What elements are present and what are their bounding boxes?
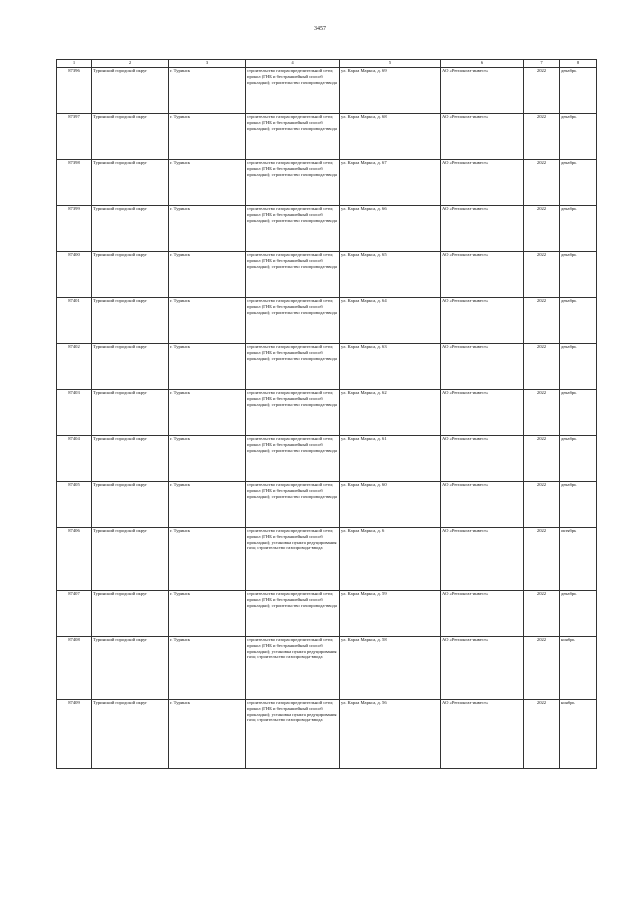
- row-number: 87397: [57, 114, 92, 160]
- row-number: 87400: [57, 252, 92, 298]
- district-cell: Туринский городской округ: [92, 637, 169, 700]
- row-number: 87405: [57, 482, 92, 528]
- address-cell: ул. Карла Маркса, д. 66: [340, 206, 441, 252]
- row-number: 87403: [57, 390, 92, 436]
- month-cell: декабрь: [560, 68, 597, 114]
- month-cell: ноябрь: [560, 700, 597, 769]
- month-cell: декабрь: [560, 114, 597, 160]
- row-number: 87404: [57, 436, 92, 482]
- gasification-schedule-table: [56, 59, 597, 769]
- month-cell: октябрь: [560, 528, 597, 591]
- organization-cell: АО «Регионгаз-инвест»: [441, 700, 524, 769]
- year-cell: 2022: [524, 390, 560, 436]
- month-cell: декабрь: [560, 252, 597, 298]
- district-cell: Туринский городской округ: [92, 390, 169, 436]
- column-header: 8: [560, 60, 597, 68]
- district-cell: Туринский городской округ: [92, 482, 169, 528]
- row-number: 87409: [57, 700, 92, 769]
- organization-cell: АО «Регионгаз-инвест»: [441, 591, 524, 637]
- row-number: 87407: [57, 591, 92, 637]
- year-cell: 2022: [524, 637, 560, 700]
- town-cell: г. Туринск: [169, 252, 246, 298]
- address-cell: ул. Карла Маркса, д. 68: [340, 114, 441, 160]
- town-cell: г. Туринск: [169, 700, 246, 769]
- column-header: 1: [57, 60, 92, 68]
- address-cell: ул. Карла Маркса, д. 63: [340, 344, 441, 390]
- address-cell: ул. Карла Маркса, д. 61: [340, 436, 441, 482]
- month-cell: декабрь: [560, 206, 597, 252]
- address-cell: ул. Карла Маркса, д. 64: [340, 298, 441, 344]
- table-row: [57, 591, 597, 637]
- organization-cell: АО «Регионгаз-инвест»: [441, 298, 524, 344]
- town-cell: г. Туринск: [169, 344, 246, 390]
- table-row: [57, 436, 597, 482]
- column-header: 5: [340, 60, 441, 68]
- town-cell: г. Туринск: [169, 637, 246, 700]
- row-number: 87408: [57, 637, 92, 700]
- year-cell: 2022: [524, 298, 560, 344]
- district-cell: Туринский городской округ: [92, 206, 169, 252]
- year-cell: 2022: [524, 114, 560, 160]
- column-number-row: [57, 60, 597, 68]
- work-description-cell: строительство газораспределительной сети; прокол (ГНБ и бестраншейный способ прокладки); строительство газопровода-ввода: [246, 298, 340, 344]
- town-cell: г. Туринск: [169, 298, 246, 344]
- town-cell: г. Туринск: [169, 206, 246, 252]
- row-number: 87398: [57, 160, 92, 206]
- work-description-cell: строительство газораспределительной сети; прокол (ГНБ и бестраншейный способ прокладки); строительство газопровода-ввода: [246, 591, 340, 637]
- work-description-cell: строительство газораспределительной сети; прокол (ГНБ и бестраншейный способ прокладки); установка пункта редуцирования газа; строительство газопровода-ввода: [246, 528, 340, 591]
- table-row: [57, 298, 597, 344]
- town-cell: г. Туринск: [169, 68, 246, 114]
- organization-cell: АО «Регионгаз-инвест»: [441, 528, 524, 591]
- address-cell: ул. Карла Маркса, д. 6: [340, 528, 441, 591]
- organization-cell: АО «Регионгаз-инвест»: [441, 206, 524, 252]
- table-row: [57, 252, 597, 298]
- year-cell: 2022: [524, 528, 560, 591]
- address-cell: ул. Карла Маркса, д. 65: [340, 252, 441, 298]
- year-cell: 2022: [524, 591, 560, 637]
- month-cell: декабрь: [560, 344, 597, 390]
- district-cell: Туринский городской округ: [92, 160, 169, 206]
- work-description-cell: строительство газораспределительной сети; прокол (ГНБ и бестраншейный способ прокладки); строительство газопровода-ввода: [246, 114, 340, 160]
- column-header: 7: [524, 60, 560, 68]
- work-description-cell: строительство газораспределительной сети; прокол (ГНБ и бестраншейный способ прокладки); строительство газопровода-ввода: [246, 390, 340, 436]
- work-description-cell: строительство газораспределительной сети; прокол (ГНБ и бестраншейный способ прокладки); строительство газопровода-ввода: [246, 68, 340, 114]
- organization-cell: АО «Регионгаз-инвест»: [441, 390, 524, 436]
- organization-cell: АО «Регионгаз-инвест»: [441, 252, 524, 298]
- address-cell: ул. Карла Маркса, д. 60: [340, 482, 441, 528]
- work-description-cell: строительство газораспределительной сети; прокол (ГНБ и бестраншейный способ прокладки); строительство газопровода-ввода: [246, 160, 340, 206]
- organization-cell: АО «Регионгаз-инвест»: [441, 114, 524, 160]
- town-cell: г. Туринск: [169, 160, 246, 206]
- town-cell: г. Туринск: [169, 436, 246, 482]
- year-cell: 2022: [524, 206, 560, 252]
- row-number: 87402: [57, 344, 92, 390]
- address-cell: ул. Карла Маркса, д. 58: [340, 637, 441, 700]
- district-cell: Туринский городской округ: [92, 436, 169, 482]
- organization-cell: АО «Регионгаз-инвест»: [441, 344, 524, 390]
- organization-cell: АО «Регионгаз-инвест»: [441, 637, 524, 700]
- address-cell: ул. Карла Маркса, д. 59: [340, 591, 441, 637]
- year-cell: 2022: [524, 252, 560, 298]
- address-cell: ул. Карла Маркса, д. 67: [340, 160, 441, 206]
- table-row: [57, 206, 597, 252]
- column-header: 4: [246, 60, 340, 68]
- organization-cell: АО «Регионгаз-инвест»: [441, 160, 524, 206]
- month-cell: декабрь: [560, 390, 597, 436]
- district-cell: Туринский городской округ: [92, 252, 169, 298]
- district-cell: Туринский городской округ: [92, 68, 169, 114]
- month-cell: декабрь: [560, 298, 597, 344]
- table-row: [57, 528, 597, 591]
- year-cell: 2022: [524, 482, 560, 528]
- organization-cell: АО «Регионгаз-инвест»: [441, 68, 524, 114]
- address-cell: ул. Карла Маркса, д. 62: [340, 390, 441, 436]
- organization-cell: АО «Регионгаз-инвест»: [441, 482, 524, 528]
- organization-cell: АО «Регионгаз-инвест»: [441, 436, 524, 482]
- table-row: [57, 482, 597, 528]
- town-cell: г. Туринск: [169, 114, 246, 160]
- row-number: 87396: [57, 68, 92, 114]
- address-cell: ул. Карла Маркса, д. 69: [340, 68, 441, 114]
- work-description-cell: строительство газораспределительной сети; прокол (ГНБ и бестраншейный способ прокладки); установка пункта редуцирования газа; строительство газопровода-ввода: [246, 700, 340, 769]
- district-cell: Туринский городской округ: [92, 298, 169, 344]
- table-row: [57, 700, 597, 769]
- year-cell: 2022: [524, 68, 560, 114]
- year-cell: 2022: [524, 160, 560, 206]
- row-number: 87406: [57, 528, 92, 591]
- town-cell: г. Туринск: [169, 482, 246, 528]
- town-cell: г. Туринск: [169, 528, 246, 591]
- work-description-cell: строительство газораспределительной сети; прокол (ГНБ и бестраншейный способ прокладки); строительство газопровода-ввода: [246, 344, 340, 390]
- month-cell: декабрь: [560, 160, 597, 206]
- district-cell: Туринский городской округ: [92, 700, 169, 769]
- table-row: [57, 68, 597, 114]
- town-cell: г. Туринск: [169, 591, 246, 637]
- work-description-cell: строительство газораспределительной сети; прокол (ГНБ и бестраншейный способ прокладки); строительство газопровода-ввода: [246, 206, 340, 252]
- month-cell: ноябрь: [560, 637, 597, 700]
- town-cell: г. Туринск: [169, 390, 246, 436]
- column-header: 6: [441, 60, 524, 68]
- table-row: [57, 160, 597, 206]
- district-cell: Туринский городской округ: [92, 591, 169, 637]
- column-header: 2: [92, 60, 169, 68]
- work-description-cell: строительство газораспределительной сети; прокол (ГНБ и бестраншейный способ прокладки); строительство газопровода-ввода: [246, 482, 340, 528]
- row-number: 87401: [57, 298, 92, 344]
- month-cell: декабрь: [560, 482, 597, 528]
- table-row: [57, 114, 597, 160]
- table-row: [57, 344, 597, 390]
- month-cell: декабрь: [560, 436, 597, 482]
- work-description-cell: строительство газораспределительной сети; прокол (ГНБ и бестраншейный способ прокладки); строительство газопровода-ввода: [246, 436, 340, 482]
- address-cell: ул. Карла Маркса, д. 56: [340, 700, 441, 769]
- year-cell: 2022: [524, 700, 560, 769]
- month-cell: декабрь: [560, 591, 597, 637]
- work-description-cell: строительство газораспределительной сети; прокол (ГНБ и бестраншейный способ прокладки); установка пункта редуцирования газа; строительство газопровода-ввода: [246, 637, 340, 700]
- table-row: [57, 390, 597, 436]
- district-cell: Туринский городской округ: [92, 114, 169, 160]
- row-number: 87399: [57, 206, 92, 252]
- district-cell: Туринский городской округ: [92, 528, 169, 591]
- column-header: 3: [169, 60, 246, 68]
- district-cell: Туринский городской округ: [92, 344, 169, 390]
- year-cell: 2022: [524, 436, 560, 482]
- work-description-cell: строительство газораспределительной сети; прокол (ГНБ и бестраншейный способ прокладки); строительство газопровода-ввода: [246, 252, 340, 298]
- year-cell: 2022: [524, 344, 560, 390]
- table-row: [57, 637, 597, 700]
- page-number: 3457: [314, 26, 326, 32]
